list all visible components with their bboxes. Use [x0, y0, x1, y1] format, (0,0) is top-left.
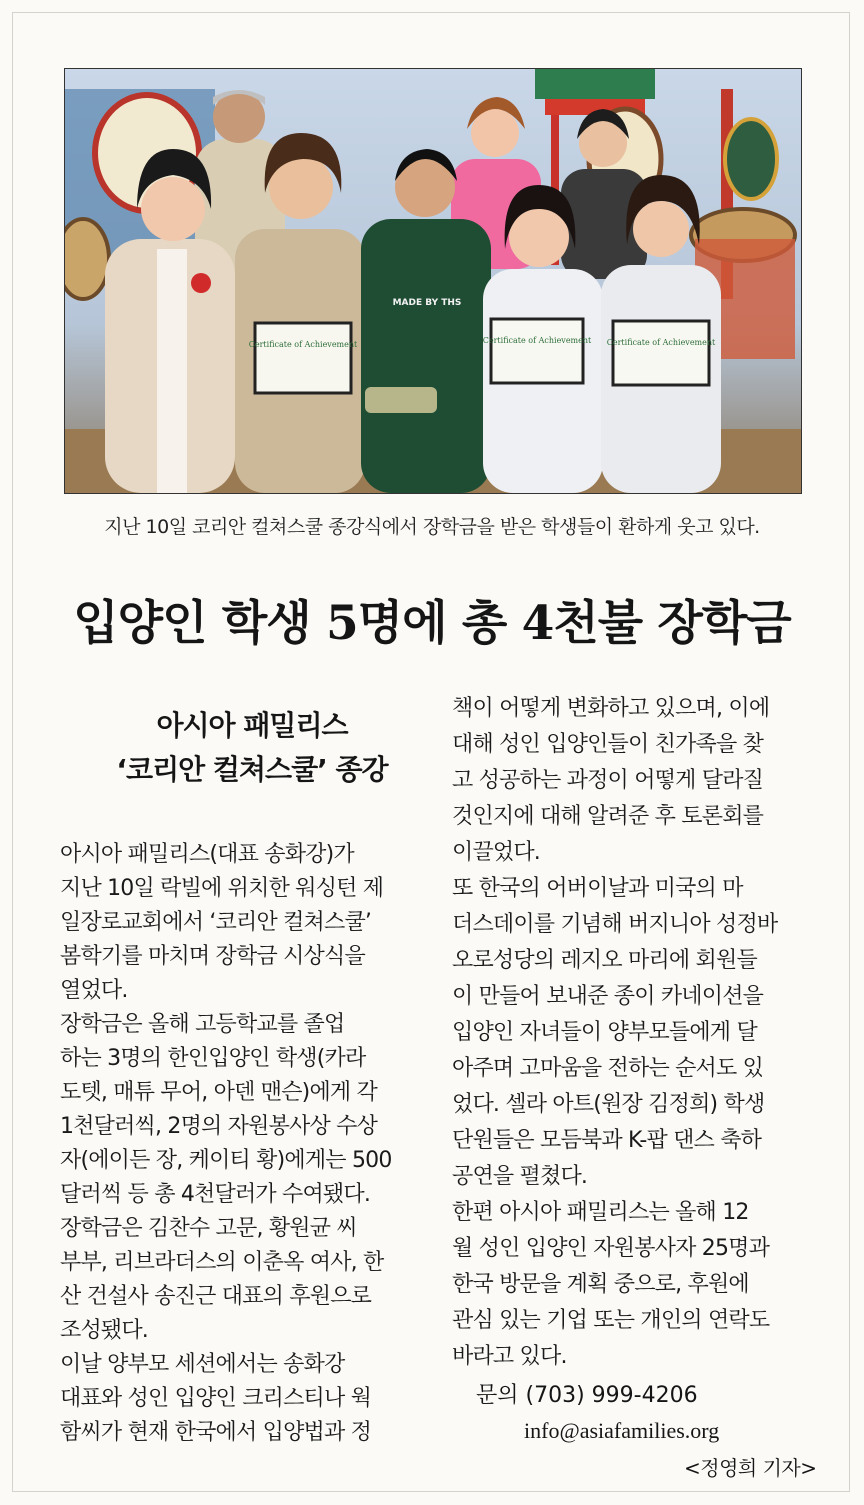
body-line: 바라고 있다. [452, 1344, 567, 1369]
body-line: 아시아 패밀리스(대표 송화강)가 [60, 842, 354, 867]
body-line: 이끌었다. [452, 840, 541, 865]
shirt-text: MADE BY THS [392, 298, 462, 308]
body-line: 장학금은 올해 고등학교를 졸업 [60, 1012, 345, 1037]
body-line: 한편 아시아 패밀리스는 올해 12 [452, 1200, 749, 1225]
certificate-label-1: Certificate of Achievement [248, 340, 358, 349]
body-line: 장학금은 김찬수 고문, 황원균 씨 [60, 1216, 357, 1241]
body-line: 산 건설사 송진근 대표의 후원으로 [60, 1284, 372, 1309]
body-line: 책이 어떻게 변화하고 있으며, 이에 [452, 696, 770, 721]
body-line: 오로성당의 레지오 마리에 회원들 [452, 948, 757, 973]
body-line: 도텟, 매튜 무어, 아덴 맨슨)에게 각 [60, 1080, 378, 1105]
body-line: 자(에이든 장, 케이티 황)에게는 500 [60, 1148, 392, 1173]
body-line: 고 성공하는 과정이 어떻게 달라질 [452, 768, 764, 793]
body-line: 월 성인 입양인 자원봉사자 25명과 [452, 1236, 770, 1261]
body-line: 지난 10일 락빌에 위치한 워싱턴 제 [60, 876, 384, 901]
body-line: 함씨가 현재 한국에서 입양법과 정 [60, 1420, 372, 1445]
photo-caption: 지난 10일 코리안 컬쳐스쿨 종강식에서 장학금을 받은 학생들이 환하게 웃고 있다. [104, 516, 760, 538]
body-line: 이 만들어 보내준 종이 카네이션을 [452, 984, 764, 1009]
body-line: 더스데이를 기념해 버지니아 성정바 [452, 912, 778, 937]
body-line: 공연을 펼쳤다. [452, 1164, 588, 1189]
body-line: 아주며 고마움을 전하는 순서도 있 [452, 1056, 764, 1081]
article-photo [64, 68, 802, 494]
body-line: 었다. 셀라 아트(원장 김정희) 학생 [452, 1092, 765, 1117]
drum [65, 219, 109, 299]
body-line: 것인지에 대해 알려준 후 토론회를 [452, 804, 764, 829]
certificate-label-3: Certificate of Achievement [606, 338, 716, 347]
body-line: 부부, 리브라더스의 이춘옥 여사, 한 [60, 1250, 384, 1275]
body-line: 1천달러씩, 2명의 자원봉사상 수상 [60, 1114, 378, 1139]
body-line: 한국 방문을 계획 중으로, 후원에 [452, 1272, 749, 1297]
body-line: 이날 양부모 세션에서는 송화강 [60, 1352, 345, 1377]
body-line: 입양인 자녀들이 양부모들에게 달 [452, 1020, 757, 1045]
body-line: 달러씩 등 총 4천달러가 수여됐다. [60, 1182, 371, 1207]
subhead-line-2: ‘코리안 컬쳐스쿨’ 종강 [116, 753, 388, 786]
body-line: 단원들은 모듬북과 K-팝 댄스 축하 [452, 1128, 762, 1153]
subhead-line-1: 아시아 패밀리스 [156, 709, 348, 742]
contact-email[interactable]: info@asiafamilies.org [524, 1418, 720, 1443]
contact-phone: 문의 (703) 999-4206 [476, 1383, 698, 1408]
drum [725, 119, 777, 199]
certificate-label-2: Certificate of Achievement [482, 336, 592, 345]
body-line: 대해 성인 입양인들이 친가족을 찾 [452, 732, 764, 757]
body-line: 관심 있는 기업 또는 개인의 연락도 [452, 1308, 770, 1333]
byline: <정영희 기자> [684, 1456, 817, 1480]
body-line: 또 한국의 어버이날과 미국의 마 [452, 876, 743, 901]
headline: 입양인 학생 5명에 총 4천불 장학금 [73, 596, 791, 651]
body-line: 하는 3명의 한인입양인 학생(카라 [60, 1046, 366, 1071]
body-line: 조성됐다. [60, 1318, 149, 1343]
body-line: 봄학기를 마치며 장학금 시상식을 [60, 944, 365, 969]
body-line: 일장로교회에서 ‘코리안 컬쳐스쿨’ [60, 910, 372, 935]
body-line: 대표와 성인 입양인 크리스티나 웍 [60, 1386, 372, 1411]
body-line: 열었다. [60, 978, 128, 1003]
